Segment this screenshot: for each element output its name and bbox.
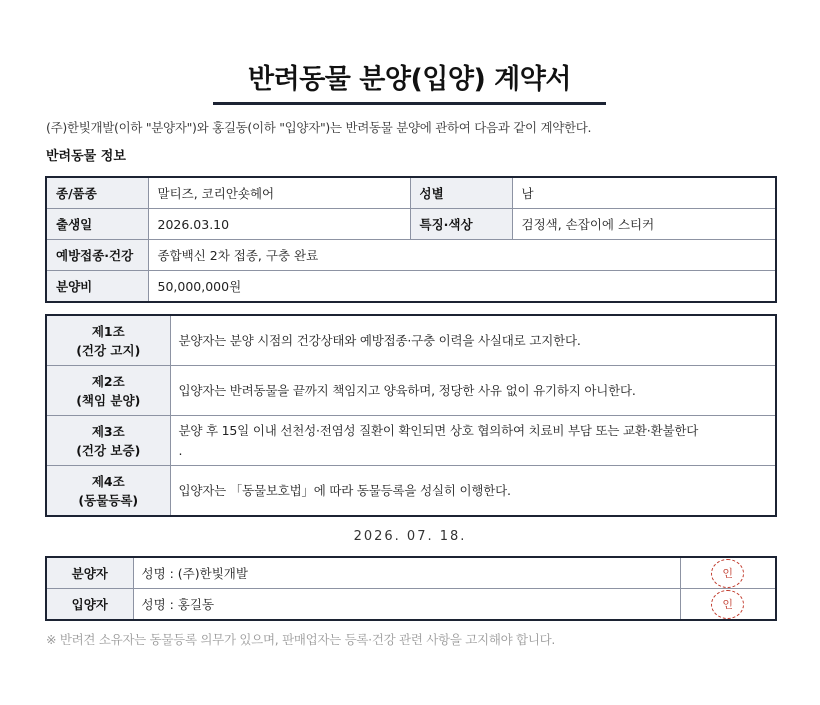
price-value: 50,000,000원 — [148, 271, 776, 303]
article-title: (동물등록) — [78, 492, 139, 508]
article-row-1 — [46, 315, 776, 366]
article-number: 제2조 — [91, 373, 125, 389]
sex-label: 성별 — [410, 177, 512, 209]
seal-stamp-icon: 인 — [711, 590, 744, 619]
article-number: 제1조 — [91, 323, 125, 339]
table-row — [46, 271, 776, 303]
title-underline — [213, 102, 606, 105]
signature-row-buyer — [46, 589, 776, 621]
vaccine-label: 예방접종·건강 — [46, 240, 148, 271]
table-row — [46, 209, 776, 240]
article-title: (건강 고지) — [76, 342, 141, 358]
contract-date: 2026. 07. 18. — [353, 529, 467, 544]
article-title: (건강 보증) — [76, 442, 141, 458]
article-row-4 — [46, 466, 776, 517]
feature-value: 검정색, 손잡이에 스티커 — [512, 209, 776, 240]
buyer-role-label: 입양자 — [46, 589, 133, 621]
seller-seal-cell — [680, 557, 776, 589]
article-number: 제3조 — [91, 423, 125, 439]
birth-label: 출생일 — [46, 209, 148, 240]
breed-value: 말티즈, 코리안숏헤어 — [148, 177, 410, 209]
article-heading — [46, 416, 170, 466]
article-heading — [46, 366, 170, 416]
seller-name: 성명 : (주)한빛개발 — [133, 557, 680, 589]
article-text: 입양자는 반려동물을 끝까지 책임지고 양육하며, 정당한 사유 없이 유기하지 아니한다. — [170, 366, 776, 416]
article-text-block — [170, 416, 776, 466]
buyer-seal-cell — [680, 589, 776, 621]
article-heading — [46, 315, 170, 366]
article-row-2 — [46, 366, 776, 416]
signature-row-seller — [46, 557, 776, 589]
article-row-3 — [46, 416, 776, 466]
signature-table — [45, 556, 777, 621]
table-row — [46, 240, 776, 271]
article-heading — [46, 466, 170, 517]
footnote: ※ 반려견 소유자는 동물등록 의무가 있으며, 판매업자는 등록·건강 관련 사항을 고지해야 합니다. — [46, 632, 556, 647]
buyer-name: 성명 : 홍길동 — [133, 589, 680, 621]
article-number: 제4조 — [91, 473, 125, 489]
document-title: 반려동물 분양(입양) 계약서 — [248, 64, 571, 95]
seal-stamp-icon: 인 — [711, 559, 744, 588]
article-text: 분양 후 15일 이내 선천성·전염성 질환이 확인되면 상호 협의하여 치료비 부담 또는 교환·환불한다 — [178, 422, 699, 438]
sex-value: 남 — [512, 177, 776, 209]
feature-label: 특징·색상 — [410, 209, 512, 240]
article-title: (책임 분양) — [76, 392, 141, 408]
intro-text: (주)한빛개발(이하 "분양자")와 홍길동(이하 "입양자")는 반려동물 분양에 관하여 다음과 같이 계약한다. — [46, 120, 592, 135]
birth-value: 2026.03.10 — [148, 209, 410, 240]
article-text: 입양자는 「동물보호법」에 따라 동물등록을 성실히 이행한다. — [170, 466, 776, 517]
contract-terms-table — [45, 314, 777, 517]
article-text-continued: . — [178, 442, 183, 458]
article-text: 분양자는 분양 시점의 건강상태와 예방접종·구충 이력을 사실대로 고지한다. — [170, 315, 776, 366]
price-label: 분양비 — [46, 271, 148, 303]
seller-role-label: 분양자 — [46, 557, 133, 589]
pet-info-table — [45, 176, 777, 303]
breed-label: 종/품종 — [46, 177, 148, 209]
table-row — [46, 177, 776, 209]
vaccine-value: 종합백신 2차 접종, 구충 완료 — [148, 240, 776, 271]
section-label-pet-info: 반려동물 정보 — [46, 149, 126, 164]
